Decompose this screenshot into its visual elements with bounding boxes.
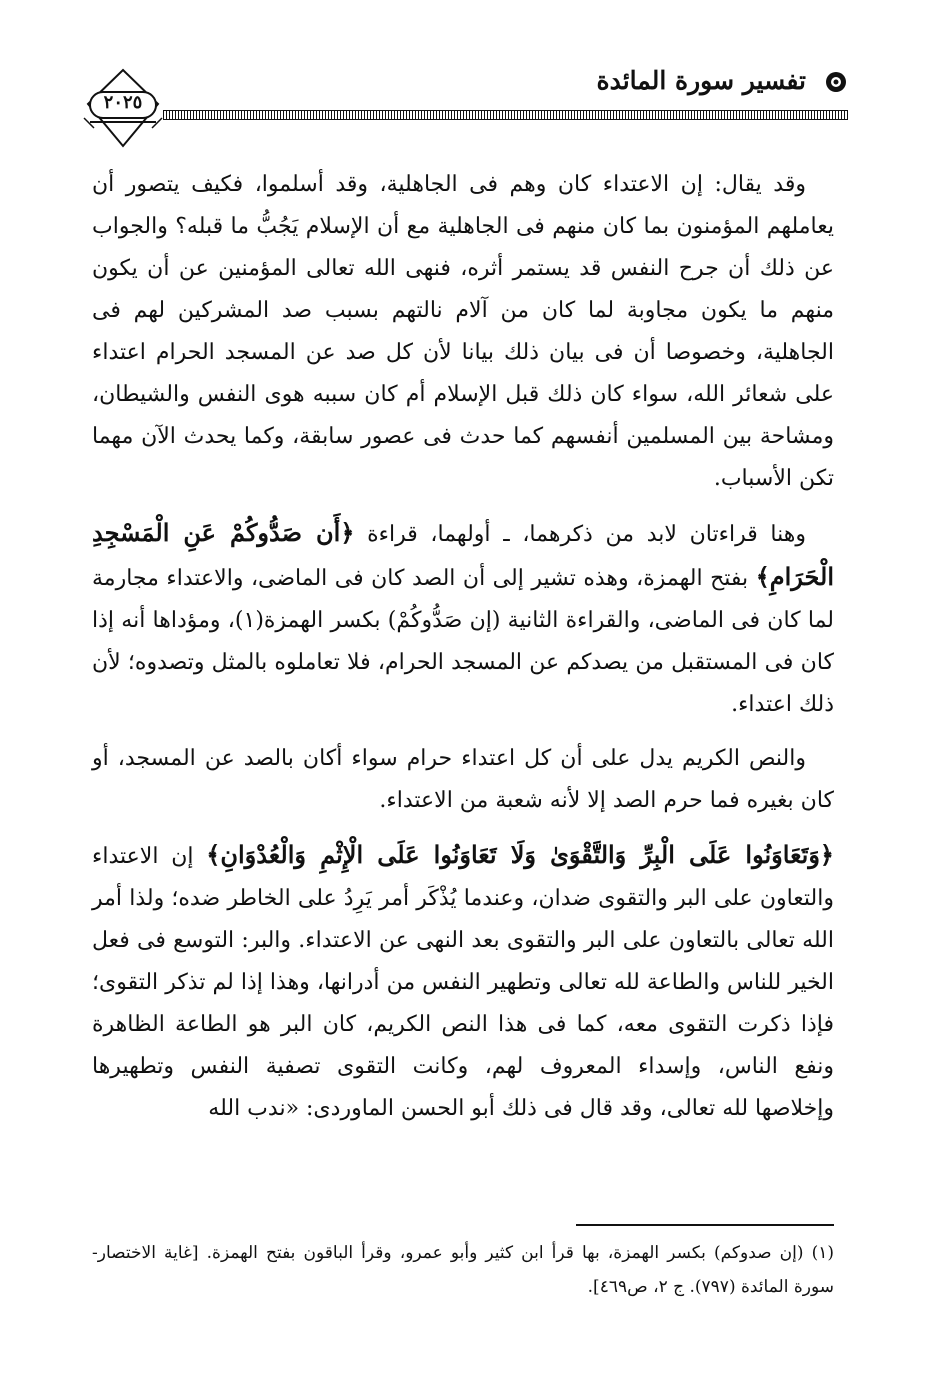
page-number: ٢٠٢٥ bbox=[103, 92, 143, 113]
paragraph-2-rest: بفتح الهمزة، وهذه تشير إلى أن الصد كان فى الماضى، والاعتداء مجارمة لما كان فى الماضى، والقراءة الثانية (إن صَدُّوكُمْ) بكسر الهمزة(١)، ومؤداها أنه إذا كان فى المستقبل من يصدكم عن المسجد الحرام، فلا تعاملوه بالمثل وتصدوه؛ لأن ذلك اعتداء. bbox=[92, 566, 835, 717]
page-header bbox=[80, 62, 848, 158]
header-divider bbox=[163, 110, 848, 120]
paragraph-2-lead: وهنا قراءتان لابد من ذكرهما، ـ أولهما، قراءة bbox=[367, 522, 806, 547]
paragraph-3: والنص الكريم يدل على أن كل اعتداء حرام سواء أكان بالصد عن المسجد، أو كان بغيره فما حرم الصد إلا لأنه شعبة من الاعتداء. bbox=[92, 746, 834, 813]
footnote: (١) (إن صدوكم) بكسر الهمزة، بها قرأ ابن كثير وأبو عمرو، وقرأ الباقون بفتح الهمزة. [غاية الاختصار- سورة المائدة (٧٩٧). ج ٢، ص٤٦٩]. bbox=[92, 1243, 834, 1297]
chapter-title: تفسير سورة المائدة bbox=[596, 66, 806, 95]
ornament-icon bbox=[824, 70, 848, 94]
quran-verse-2: ﴿وَتَعَاوَنُوا عَلَى الْبِرِّ وَالتَّقْوَىٰ وَلَا تَعَاوَنُوا عَلَى الْإِثْمِ وَالْعُدْوَانِ﴾ bbox=[206, 840, 834, 869]
paragraph-2 bbox=[92, 512, 834, 726]
footnote-divider bbox=[576, 1224, 834, 1226]
page-number-badge bbox=[80, 62, 166, 158]
paragraph-4-rest: إن الاعتداء والتعاون على البر والتقوى ضدان، وعندما يُذْكَر أمر يَرِدُ على الخاطر ضده؛ ولذا أمر الله تعالى بالتعاون على البر والتقوى بعد النهى عن الاعتداء. والبر: التوسع فى فعل الخير للناس والطاعة لله تعالى وتطهير النفس من أدرانها، وهذا إذا لم تذكر التقوى؛ فإذا ذكرت التقوى معه، كما فى هذا النص الكريم، كان البر هو الطاعة الظاهرة ونفع الناس، وإسداء المعروف لهم، وكانت التقوى تصفية النفس وتطهيرها وإخلاصها لله تعالى، وقد قال فى ذلك أبو الحسن الماوردى: «ندب الله bbox=[92, 844, 834, 1121]
quran-verse-1: ﴿أَن صَدُّوكُمْ عَنِ الْمَسْجِدِ الْحَرَامِ﴾ bbox=[92, 518, 834, 591]
paragraph-1: وقد يقال: إن الاعتداء كان وهم فى الجاهلية، وقد أسلموا، فكيف يتصور أن يعاملهم المؤمنون بما كان منهم فى الجاهلية مع أن الإسلام يَجُبُّ ما قبله؟ والجواب عن ذلك أن جرح النفس قد يستمر أثره، فنهى الله تعالى المؤمنين عن أن يكون منهم ما يكون مجاوبة لما كان من آلام نالتهم بسبب صد المشركين لهم فى الجاهلية، وخصوصا أن فى بيان ذلك بيانا لأن كل صد عن المسجد الحرام اعتداء على شعائر الله، سواء كان ذلك قبل الإسلام أم كان سببه هوى النفس والشيطان، ومشاحة بين المسلمين أنفسهم كما حدث فى عصور سابقة، وكما يحدث الآن مهما تكن الأسباب. bbox=[92, 172, 834, 491]
paragraph-4 bbox=[92, 834, 834, 1130]
body-text bbox=[92, 164, 834, 1142]
